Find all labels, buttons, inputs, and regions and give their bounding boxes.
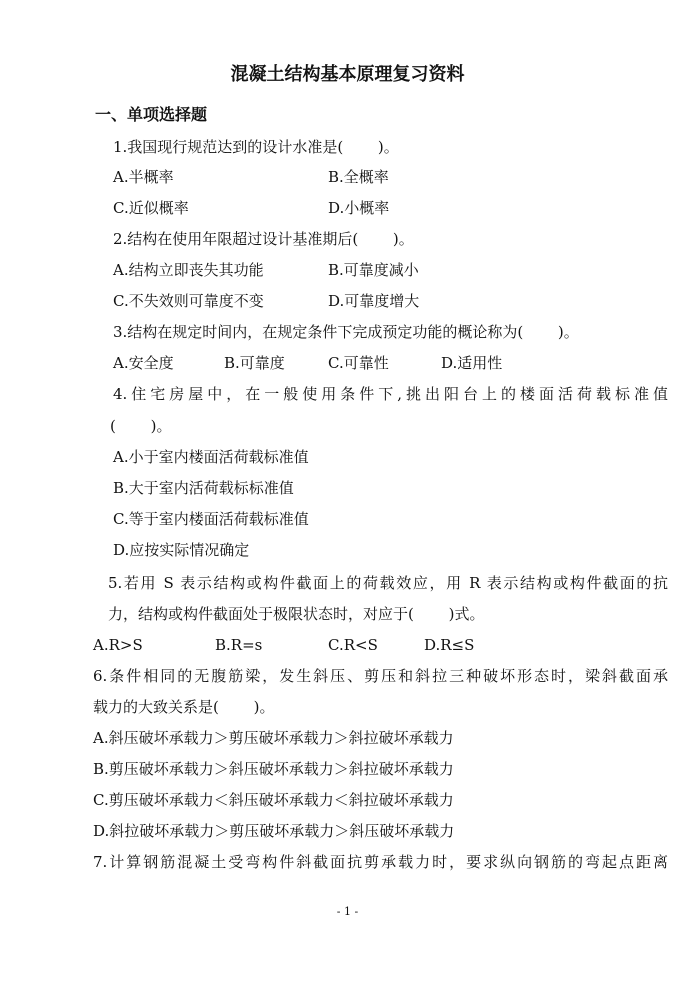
q7-stem-line1: 7.计算钢筋混凝土受弯构件斜截面抗剪承载力时，要求纵向钢筋的弯起点距离 [93,853,668,871]
q1-option-c: C.近似概率 [113,199,189,217]
q2-option-c: C.不失效则可靠度不变 [113,292,264,310]
q5-option-d: D.R≤S [424,636,475,654]
q4-option-c: C.等于室内楼面活荷载标准值 [113,510,309,528]
q6-option-d: D.斜拉破坏承载力＞剪压破坏承载力＞斜压破坏承载力 [93,822,455,840]
q5-stem-line2: 力，结构或构件截面处于极限状态时，对应于( )式。 [108,605,485,623]
q1-option-a: A.半概率 [113,168,174,186]
q5-option-a: A.R>S [93,636,143,654]
q1-option-b: B.全概率 [328,168,389,186]
q6-option-a: A.斜压破坏承载力＞剪压破坏承载力＞斜拉破坏承载力 [93,729,454,747]
q1-option-d: D.小概率 [328,199,390,217]
q4-option-b: B.大于室内活荷载标标准值 [113,479,294,497]
q3-option-a: A.安全度 [113,354,174,372]
q2-option-b: B.可靠度减小 [328,261,419,279]
q6-option-c: C.剪压破坏承载力＜斜压破坏承载力＜斜拉破坏承载力 [93,791,454,809]
doc-title: 混凝土结构基本原理复习资料 [230,64,465,85]
q3-option-c: C.可靠性 [328,354,389,372]
q1-stem: 1.我国现行规范达到的设计水准是( )。 [113,138,399,156]
q2-stem: 2.结构在使用年限超过设计基准期后( )。 [113,230,414,248]
q5-stem-line1: 5.若用 S 表示结构或构件截面上的荷载效应，用 R 表示结构或构件截面的抗 [108,574,668,592]
q5-option-c: C.R<S [328,636,378,654]
q2-option-a: A.结构立即丧失其功能 [113,261,264,279]
q3-option-b: B.可靠度 [224,354,285,372]
q4-option-d: D.应按实际情况确定 [113,541,250,559]
q3-stem: 3.结构在规定时间内，在规定条件下完成预定功能的概论称为( )。 [113,323,579,341]
q6-stem-line1: 6.条件相同的无腹筋梁，发生斜压、剪压和斜拉三种破坏形态时，梁斜截面承 [93,667,668,685]
q2-option-d: D.可靠度增大 [328,292,420,310]
q4-stem-line1: 4.住宅房屋中，在一般使用条件下,挑出阳台上的楼面活荷载标准值 [113,385,668,403]
q5-option-b: B.R=s [215,636,263,654]
q4-option-a: A.小于室内楼面活荷载标准值 [113,448,309,466]
q4-stem-line2: ( )。 [110,417,172,435]
section-heading: 一、单项选择题 [95,105,208,124]
page-number: - 1 - [336,905,359,918]
q6-option-b: B.剪压破坏承载力＞斜压破坏承载力＞斜拉破坏承载力 [93,760,454,778]
q3-option-d: D.适用性 [441,354,503,372]
q6-stem-line2: 载力的大致关系是( )。 [93,698,275,716]
